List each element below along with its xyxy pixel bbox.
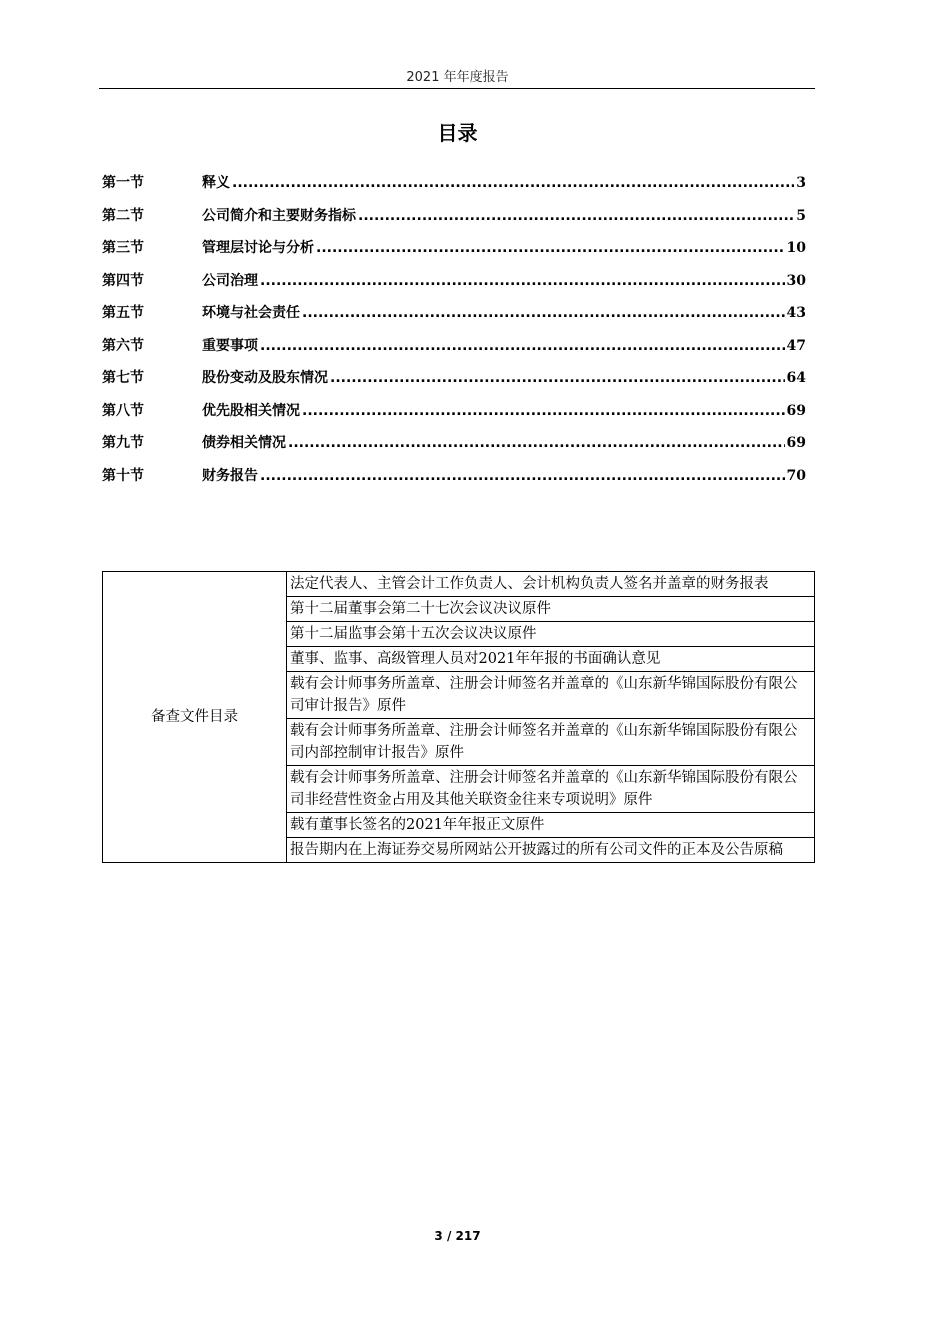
toc-page-number: 70: [786, 467, 806, 484]
running-header: 2021 年年度报告: [406, 70, 509, 85]
toc-section-title: 释义: [202, 175, 230, 191]
toc-section-title: 财务报告: [202, 467, 258, 484]
file-item-cell: 报告期内在上海证券交易所网站公开披露过的所有公司文件的正本及公告原稿: [287, 838, 815, 863]
toc-section-number: 第二节: [102, 207, 144, 224]
file-item-cell: 董事、监事、高级管理人员对2021年年报的书面确认意见: [287, 647, 815, 672]
toc-entry[interactable]: [102, 367, 806, 400]
toc-section-number: 第四节: [102, 272, 144, 289]
file-item-cell: 第十二届监事会第十五次会议决议原件: [287, 622, 815, 647]
file-item-cell: 载有董事长签名的2021年年报正文原件: [287, 813, 815, 838]
toc-section-title: 重要事项: [202, 337, 258, 354]
toc-section-number: 第十节: [102, 467, 144, 484]
toc-section-number: 第一节: [102, 175, 144, 191]
toc-leader-dots: [232, 175, 794, 191]
toc-page-number: 64: [786, 370, 806, 386]
toc-leader-dots: [260, 468, 785, 484]
toc-section-number: 第七节: [102, 370, 144, 386]
toc-entry[interactable]: [102, 302, 806, 335]
toc-section-number: 第五节: [102, 305, 144, 321]
file-item-cell: 第十二届董事会第二十七次会议决议原件: [287, 597, 815, 622]
reference-files-table: [102, 571, 815, 863]
toc-page-number: 30: [786, 272, 806, 289]
toc-section-title: 股份变动及股东情况: [202, 370, 328, 386]
toc-page-number: 3: [796, 175, 806, 191]
toc-entry[interactable]: [102, 237, 806, 270]
toc-section-title: 公司简介和主要财务指标: [202, 207, 356, 224]
toc-section-number: 第八节: [102, 402, 144, 419]
toc-page-number: 47: [786, 337, 806, 354]
toc-section-title: 环境与社会责任: [202, 305, 300, 321]
table-of-contents: [102, 172, 806, 497]
toc-leader-dots: [302, 305, 785, 321]
page-title: 目录: [437, 121, 478, 145]
toc-page-number: 69: [786, 435, 806, 451]
toc-entry[interactable]: [102, 205, 806, 238]
toc-leader-dots: [358, 208, 794, 224]
toc-leader-dots: [260, 273, 785, 289]
table-row: [103, 572, 815, 597]
toc-entry[interactable]: [102, 270, 806, 303]
toc-leader-dots: [316, 240, 785, 256]
toc-section-number: 第三节: [102, 240, 144, 256]
file-item-cell: 载有会计师事务所盖章、注册会计师签名并盖章的《山东新华锦国际股份有限公司内部控制审计报告》原件: [287, 719, 815, 766]
toc-entry[interactable]: [102, 432, 806, 465]
toc-leader-dots: [260, 338, 785, 354]
toc-section-number: 第九节: [102, 435, 144, 451]
toc-section-title: 债券相关情况: [202, 435, 286, 451]
file-item-cell: 载有会计师事务所盖章、注册会计师签名并盖章的《山东新华锦国际股份有限公司非经营性资金占用及其他关联资金往来专项说明》原件: [287, 766, 815, 813]
toc-page-number: 69: [786, 402, 806, 419]
header-divider: [99, 88, 815, 89]
toc-leader-dots: [302, 403, 785, 419]
file-item-cell: 载有会计师事务所盖章、注册会计师签名并盖章的《山东新华锦国际股份有限公司审计报告》原件: [287, 672, 815, 719]
files-label-cell: 备查文件目录: [103, 572, 287, 863]
toc-page-number: 5: [796, 207, 806, 224]
toc-leader-dots: [288, 435, 785, 451]
toc-section-title: 公司治理: [202, 272, 258, 289]
toc-entry[interactable]: [102, 335, 806, 368]
toc-section-number: 第六节: [102, 337, 144, 354]
toc-page-number: 43: [786, 305, 806, 321]
toc-entry[interactable]: [102, 400, 806, 433]
toc-section-title: 优先股相关情况: [202, 402, 300, 419]
toc-section-title: 管理层讨论与分析: [202, 240, 314, 256]
toc-entry[interactable]: [102, 172, 806, 205]
toc-leader-dots: [330, 370, 785, 386]
page-indicator: 3 / 217: [434, 1229, 481, 1243]
toc-entry[interactable]: [102, 465, 806, 498]
toc-page-number: 10: [786, 240, 806, 256]
file-item-cell: 法定代表人、主管会计工作负责人、会计机构负责人签名并盖章的财务报表: [287, 572, 815, 597]
